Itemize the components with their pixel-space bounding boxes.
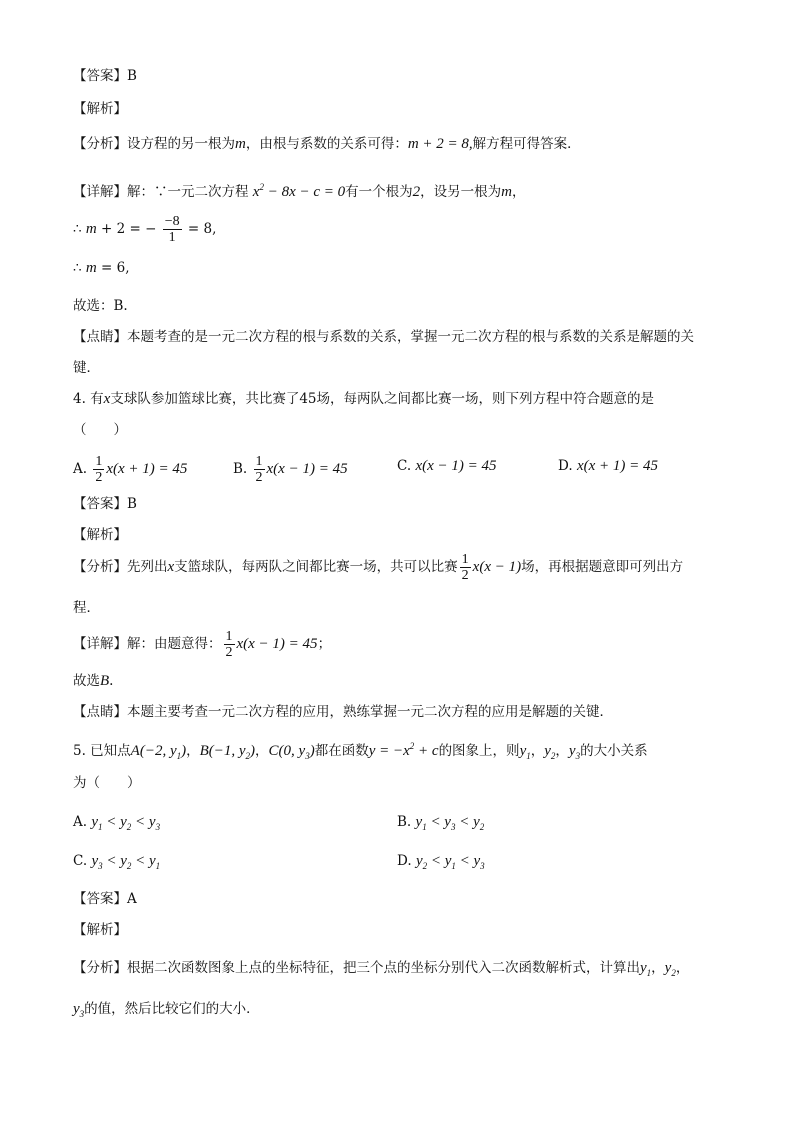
detail-3: 【详解】解：∵一元二次方程 $x^2 - 8x - c = 0$有一个根为2，设另一根为m，	[73, 182, 526, 200]
analysis-5: 【分析】根据二次函数图象上点的坐标特征，把三个点的坐标分别代入二次函数解析式，计算出$y_1$，$y_2$，	[73, 960, 690, 978]
analysis-5-header: 【解析】	[73, 922, 127, 938]
key-point-3: 【点睛】本题考查的是一元二次方程的根与系数的关系，掌握一元二次方程的根与系数的关系是解题的关	[73, 329, 694, 345]
option-4-d: D. x(x + 1) = 45	[558, 458, 658, 474]
detail-3-step2: ∴ m = 6,	[73, 260, 130, 276]
detail-3-step1: ∴ m + 2 = − $\frac{-8}{1}$ = 8,	[73, 214, 217, 245]
choice-4: 故选B.	[73, 673, 114, 689]
analysis-3-header: 【解析】	[73, 101, 127, 117]
option-5-b: B. $y_1 < y_3 < y_2$	[397, 814, 485, 832]
analysis-5-cont: $y_3$的值，然后比较它们的大小．	[73, 1001, 260, 1019]
analysis-4: 【分析】先列出x支篮球队，每两队之间都比赛一场，共可以比赛 $\frac{1}{2}$ x(x − 1)场，再根据题意即可列出方	[73, 552, 684, 583]
choice-3: 故选：B.	[73, 298, 128, 314]
analysis-4-cont: 程．	[73, 600, 100, 616]
answer-3: 【答案】B	[73, 68, 137, 84]
answer-5: 【答案】A	[73, 891, 137, 907]
option-5-c: C. $y_3 < y_2 < y_1$	[73, 853, 161, 871]
option-4-c: C. x(x − 1) = 45	[397, 458, 497, 474]
option-5-d: D. $y_2 < y_1 < y_3$	[397, 853, 485, 871]
option-4-a: A. $\frac{1}{2}$ x(x + 1) = 45	[73, 454, 188, 485]
key-point-3-cont: 键．	[73, 360, 100, 376]
question-4-brackets: （ ）	[73, 422, 127, 438]
option-4-b: B. $\frac{1}{2}$ x(x − 1) = 45	[233, 454, 348, 485]
analysis-3: 【分析】设方程的另一根为m，由根与系数的关系可得：m + 2 = 8,解方程可得答案．	[73, 136, 581, 152]
question-5: 5. 已知点A(−2, $y_1$)，B(−1, $y_2$)，C(0, $y_3$)都在函数$y = -x^2 + c$的图象上，则$y_1$，$y_2$，$y_3$的大小关系	[73, 741, 648, 761]
detail-4: 【详解】解：由题意得： $\frac{1}{2}$ x(x − 1) = 45；	[73, 629, 332, 660]
answer-4: 【答案】B	[73, 496, 137, 512]
key-point-4: 【点睛】本题主要考查一元二次方程的应用，熟练掌握一元二次方程的应用是解题的关键．	[73, 704, 613, 720]
question-4: 4. 有x支球队参加篮球比赛，共比赛了45场，每两队之间都比赛一场，则下列方程中符合题意的是	[73, 391, 655, 407]
option-5-a: A. $y_1 < y_2 < y_3$	[73, 814, 161, 832]
question-5-cont: 为（ ）	[73, 775, 141, 791]
analysis-4-header: 【解析】	[73, 527, 127, 543]
